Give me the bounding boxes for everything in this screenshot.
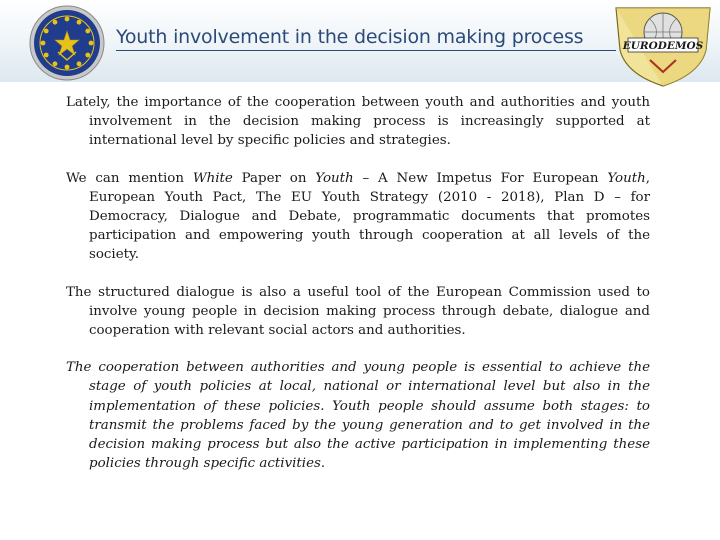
paragraph-2-emphasis-youth: Youth — [315, 170, 354, 186]
eu-emblem-logo — [28, 4, 106, 82]
page-title: Youth involvement in the decision making process — [116, 26, 616, 51]
paragraph-2-text-e: – A New Impetus For European — [353, 170, 608, 186]
paragraph-4: The cooperation between authorities and young people is essential to achieve the stage of youth policies at local, national or international level but also in the implementation of these policies. Youth people should assume both stages: to transmit the problems faced by the young generation and to get involved in the decision making process but also the active participation in implementing these policies through specific activities. — [66, 360, 650, 472]
paragraph-1: Lately, the importance of the cooperation between youth and authorities and youth involvement in the decision making process is increasingly supported at international level by specific policies and strategies. — [66, 95, 650, 149]
paragraph-2-text-g: , European Youth Pact, The EU Youth Strategy (2010 - 2018), Plan D – for Democracy, Dialogue and Debate, programmatic documents that promotes participation and empowering youth through cooperation at all levels of the society. — [89, 170, 650, 263]
paragraph-2 — [66, 169, 650, 265]
paragraph-2-text-a: We can mention — [66, 170, 193, 186]
eurodemos-logo-text: EURODEMOS — [622, 40, 704, 52]
paragraph-3: The structured dialogue is also a useful tool of the European Commission used to involve young people in decision making process through debate, dialogue and cooperation with relevant social actors and authorities. — [66, 284, 650, 339]
body-content — [66, 93, 650, 491]
paragraph-2-emphasis-white: White — [192, 170, 233, 186]
eurodemos-logo — [610, 2, 716, 88]
paragraph-2-text-c: Paper on — [232, 170, 316, 186]
paragraph-2-emphasis-youth-2: Youth — [607, 170, 646, 186]
